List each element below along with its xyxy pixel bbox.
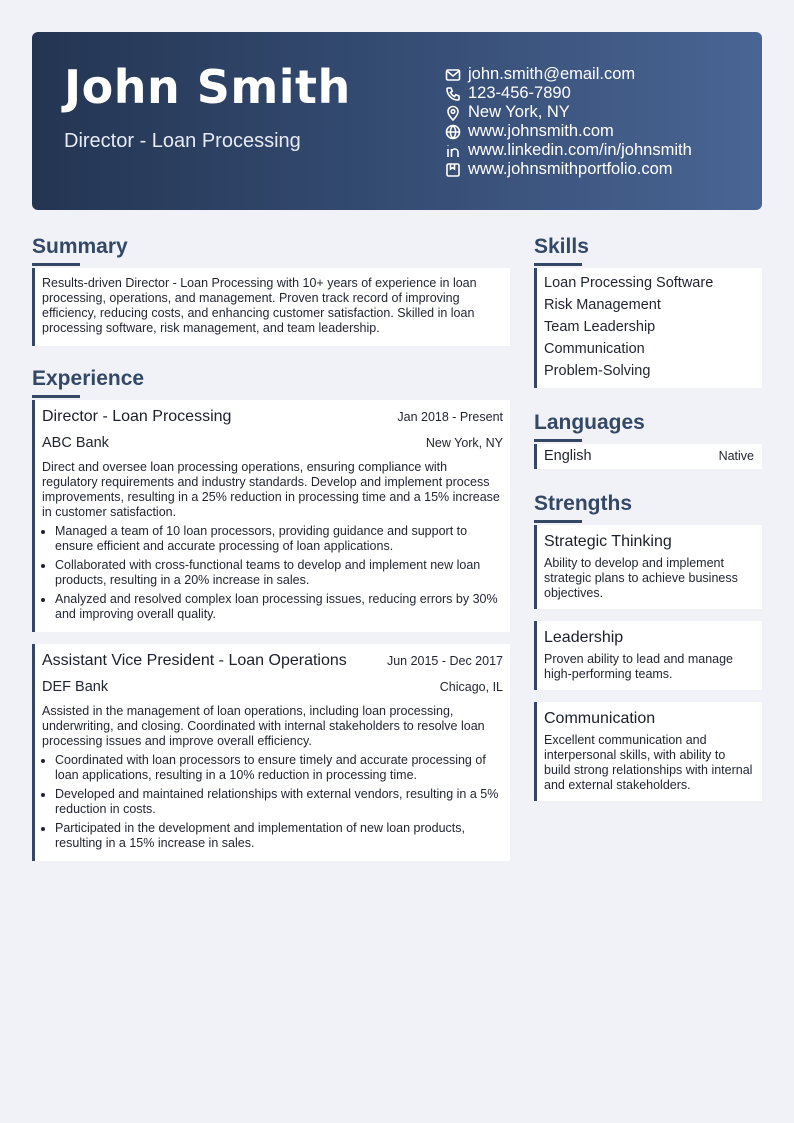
contact-email-text: john.smith@email.com: [468, 65, 636, 83]
summary-heading: Summary: [32, 234, 510, 266]
strength-description: Ability to develop and implement strategic plans to achieve business objectives.: [544, 556, 738, 600]
strength-card: [534, 525, 762, 609]
candidate-name: John Smith: [64, 60, 351, 114]
job-location: New York, NY: [425, 436, 503, 450]
job-bullet: • Analyzed and resolved complex loan processing issues, reducing errors by 30% and improving overall quality.: [55, 592, 503, 622]
job-bullet: • Managed a team of 10 loan processors, providing guidance and support to ensure efficient and accurate processing of loan applications.: [55, 524, 503, 554]
strength-name: Communication: [544, 710, 656, 727]
skills-heading: Skills: [534, 234, 762, 266]
summary-card: [32, 268, 510, 346]
job-company: ABC Bank: [42, 435, 109, 451]
location-icon: [444, 104, 462, 122]
strength-description: Proven ability to lead and manage high-performing teams.: [544, 652, 734, 681]
job-role: Director - Loan Processing: [42, 408, 232, 425]
job-description: Direct and oversee loan processing operations, ensuring compliance with regulatory requirements and industry standards. Develop and implement process improvements, resulting in a 25% reduction in processing time and a 15% increase in customer satisfaction.: [42, 460, 500, 519]
job-bullet: • Coordinated with loan processors to ensure timely and accurate processing of loan applications, resulting in a 10% reduction in processing time.: [55, 753, 503, 783]
mail-icon: [444, 66, 462, 84]
main-column: [32, 234, 510, 861]
contact-email[interactable]: [444, 65, 692, 84]
summary-text: Results-driven Director - Loan Processing with 10+ years of experience in loan processing, operations, and management. Proven track record of improving efficiency, reducing costs, and enhancing customer satisfaction. Skilled in loan processing software, risk management, and team leadership.: [42, 276, 477, 335]
job-bullet: • Collaborated with cross-functional teams to develop and implement new loan products, resulting in a 20% increase in sales.: [55, 558, 503, 588]
contact-linkedin[interactable]: [444, 141, 692, 160]
contact-website-text: www.johnsmith.com: [468, 122, 614, 140]
job-bullet: • Developed and maintained relationships with external vendors, resulting in a 5% reduction in costs.: [55, 787, 503, 817]
job-role: Assistant Vice President - Loan Operations: [42, 652, 347, 669]
contact-website[interactable]: [444, 122, 692, 141]
contact-portfolio-text: www.johnsmithportfolio.com: [468, 160, 673, 178]
linkedin-icon: [444, 142, 462, 160]
job-location: Chicago, IL: [439, 680, 503, 694]
strength-description: Excellent communication and interpersonal skills, with ability to build strong relationships with internal and external stakeholders.: [544, 733, 753, 792]
job-company: DEF Bank: [42, 679, 109, 695]
contact-linkedin-text: www.linkedin.com/in/johnsmith: [468, 141, 692, 159]
strengths-heading: Strengths: [534, 491, 762, 523]
job-entry: [32, 400, 510, 632]
language-item: [534, 444, 762, 469]
skill-item: Communication: [544, 341, 645, 357]
side-column: [534, 234, 762, 801]
strength-name: Strategic Thinking: [544, 533, 672, 550]
experience-heading: Experience: [32, 366, 510, 398]
strength-name: Leadership: [544, 629, 624, 646]
contact-location-text: New York, NY: [468, 103, 570, 121]
skills-card: [534, 268, 762, 388]
globe-icon: [444, 123, 462, 141]
contact-portfolio[interactable]: [444, 160, 692, 179]
strength-card: [534, 702, 762, 801]
contact-phone[interactable]: [444, 84, 692, 103]
candidate-title: Director - Loan Processing: [64, 130, 301, 152]
skill-item: Loan Processing Software: [544, 275, 714, 291]
job-bullets: [42, 524, 503, 622]
contact-phone-text: 123-456-7890: [468, 84, 571, 102]
resume-header: [32, 32, 762, 210]
language-level: Native: [718, 449, 754, 463]
contact-location: [444, 103, 692, 122]
job-dates: Jun 2015 - Dec 2017: [386, 654, 503, 668]
portfolio-icon: [444, 161, 462, 179]
skill-item: Risk Management: [544, 297, 661, 313]
skill-item: Problem-Solving: [544, 363, 651, 379]
job-dates: Jan 2018 - Present: [397, 410, 503, 424]
contact-list: [444, 65, 692, 179]
languages-heading: Languages: [534, 410, 762, 442]
job-description: Assisted in the management of loan operations, including loan processing, underwriting, and closing. Coordinated with internal stakeholders to resolve loan processing issues and improve overall efficiency.: [42, 704, 485, 748]
job-bullets: [42, 753, 503, 851]
phone-icon: [444, 85, 462, 103]
language-name: English: [544, 448, 592, 464]
job-entry: [32, 644, 510, 861]
skill-item: Team Leadership: [544, 319, 656, 335]
strength-card: [534, 621, 762, 690]
job-bullet: • Participated in the development and implementation of new loan products, resulting in a 15% increase in sales.: [55, 821, 503, 851]
